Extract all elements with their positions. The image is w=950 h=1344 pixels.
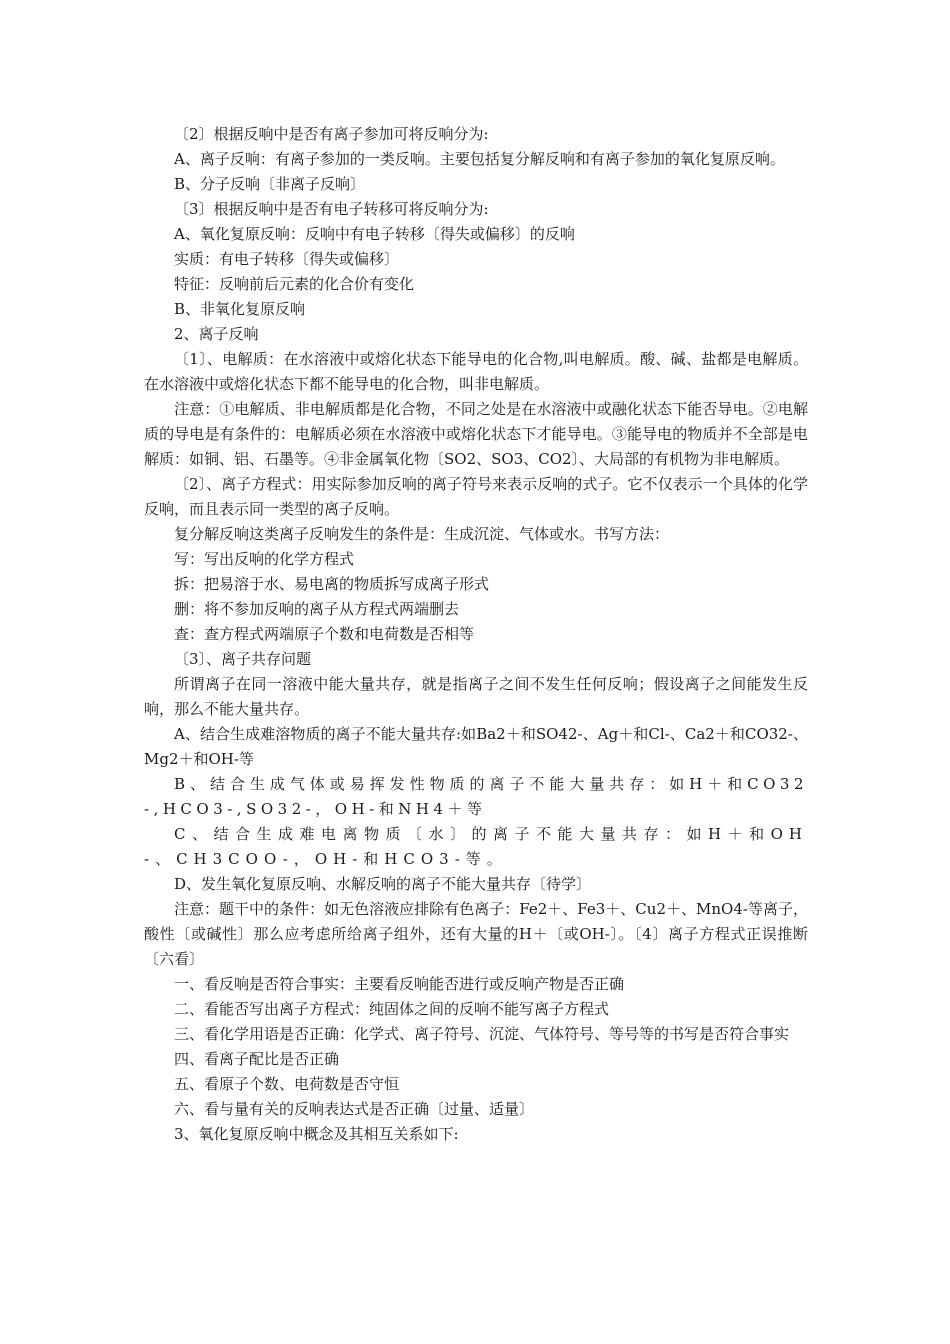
paragraph: 删：将不参加反响的离子从方程式两端删去 <box>174 600 460 618</box>
paragraph: 六、看与量有关的反响表达式是否正确〔过量、适量〕 <box>174 1100 535 1118</box>
paragraph: 四、看离子配比是否正确 <box>174 1050 340 1068</box>
paragraph: A、氧化复原反响：反响中有电子转移〔得失或偏移〕的反响 <box>174 225 575 243</box>
paragraph: A、离子反响：有离子参加的一类反响。主要包括复分解反响和有离子参加的氧化复原反响。 <box>174 150 785 168</box>
paragraph: 〔2〕、离子方程式：用实际参加反响的离子符号来表示反响的式子。它不仅表示一个具体的化学反响，而且表示同一类型的离子反响。 <box>144 475 808 518</box>
paragraph: 查：查方程式两端原子个数和电荷数是否相等 <box>174 625 475 643</box>
paragraph: 二、看能否写出离子方程式：纯固体之间的反响不能写离子方程式 <box>174 1000 610 1018</box>
paragraph: 实质：有电子转移〔得失或偏移〕 <box>174 250 400 268</box>
paragraph: 一、看反响是否符合事实：主要看反响能否进行或反响产物是否正确 <box>174 975 625 993</box>
paragraph: 〔1〕、电解质：在水溶液中或熔化状态下能导电的化合物,叫电解质。酸、碱、盐都是电解质。在水溶液中或熔化状态下都不能导电的化合物，叫非电解质。 <box>144 350 808 393</box>
paragraph: 3、氧化复原反响中概念及其相互关系如下: <box>174 1125 459 1143</box>
document-page <box>144 122 808 1147</box>
paragraph: 五、看原子个数、电荷数是否守恒 <box>174 1075 400 1093</box>
paragraph: 注意：题干中的条件：如无色溶液应排除有色离子：Fe2＋、Fe3＋、Cu2＋、MnO4-等离子，酸性〔或碱性〕那么应考虑所给离子组外，还有大量的H＋〔或OH-〕。〔4〕离子方程式正误推断〔六看〕 <box>144 900 808 968</box>
paragraph: 拆：把易溶于水、易电离的物质拆写成离子形式 <box>174 575 490 593</box>
paragraph: 注意：①电解质、非电解质都是化合物，不同之处是在水溶液中或融化状态下能否导电。②电解质的导电是有条件的：电解质必须在水溶液中或熔化状态下才能导电。③能导电的物质并不全部是电解质：如铜、铝、石墨等。④非金属氧化物〔SO2、SO3、CO2〕、大局部的有机物为非电解质。 <box>144 400 808 468</box>
paragraph: A、结合生成难溶物质的离子不能大量共存:如Ba2＋和SO42-、Ag＋和Cl-、Ca2＋和CO32-、Mg2＋和OH-等 <box>144 725 808 768</box>
paragraph: B、结合生成气体或易挥发性物质的离子不能大量共存：如H＋和CO32-,HCO3-,SO32-，OH-和NH4＋等 <box>144 775 808 818</box>
paragraph: D、发生氧化复原反响、水解反响的离子不能大量共存〔待学〕 <box>174 875 592 893</box>
paragraph: 〔3〕根据反响中是否有电子转移可将反响分为: <box>174 200 489 218</box>
paragraph: 特征：反响前后元素的化合价有变化 <box>174 275 415 293</box>
paragraph: 〔2〕根据反响中是否有离子参加可将反响分为: <box>174 125 489 143</box>
paragraph: 〔3〕、离子共存问题 <box>174 650 312 668</box>
paragraph: C、结合生成难电离物质〔水〕的离子不能大量共存：如H＋和OH-、CH3COO-，OH-和HCO3-等。 <box>144 825 808 868</box>
paragraph: 复分解反响这类离子反响发生的条件是：生成沉淀、气体或水。书写方法： <box>174 525 670 543</box>
paragraph: 三、看化学用语是否正确：化学式、离子符号、沉淀、气体符号、等号等的书写是否符合事实 <box>174 1025 790 1043</box>
paragraph: 2、离子反响 <box>174 325 259 343</box>
paragraph: B、分子反响〔非离子反响〕 <box>174 175 366 193</box>
paragraph: 所谓离子在同一溶液中能大量共存，就是指离子之间不发生任何反响；假设离子之间能发生反响，那么不能大量共存。 <box>144 675 808 718</box>
paragraph: 写：写出反响的化学方程式 <box>174 550 355 568</box>
paragraph: B、非氧化复原反响 <box>174 300 306 318</box>
